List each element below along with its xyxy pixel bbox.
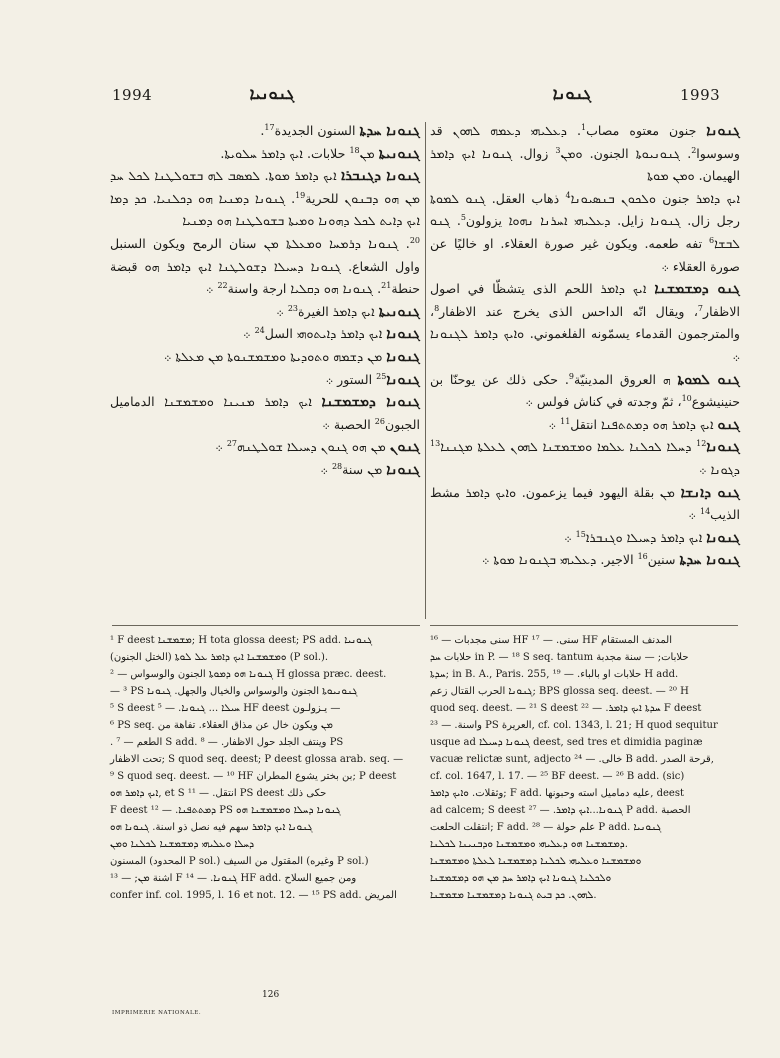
entry-text: . ܓܢܘܢܐ ܕܪܡܚܐ ܘܡܥܠܬܐ ܡܢ سنان الرمح ويكون السنبل واول الشعاع. ܓܢܘܢܐ ܕܚܝܠܐ ܕܫܘܠܛܢܐ ܐܝܟ ܕܐܡܪ ܗܘ قبضة حنطة bbox=[110, 235, 420, 297]
dictionary-entry bbox=[110, 120, 420, 143]
entry-text: الحصبة ܀ bbox=[322, 416, 375, 432]
entry-text: ܀ bbox=[276, 303, 288, 319]
dictionary-entry bbox=[110, 346, 420, 369]
footnote-line: ܐܝܟ ܕܐܡܪ ܗܘ, et S انتقل. — ¹¹ PS deest حكى ذلك bbox=[110, 788, 327, 799]
dictionary-entry bbox=[110, 143, 420, 166]
footnote-line: اشنة ܡܢ; — ¹³ F ܓܢܘܢܐ. — ¹⁴ HF add. ومن جميع السلاح bbox=[110, 873, 357, 884]
footnote-marker: 8 bbox=[434, 303, 440, 313]
footnote-line: تحت الاظفار; S quod seq. deest; P deest glossa arab. seq. — bbox=[110, 754, 404, 765]
footnote-line: ad calcem; S deest ܓܢܘܢܐ...ܐܝܟ ܕܐܡܪ. — ²⁷ P add. الحصبة bbox=[430, 805, 691, 816]
footnote-line: quod seq. deest. — ²¹ S deest ܚܕܬܐ ܐܝܟ ܕܐܡܪ. — ²² F deest bbox=[430, 703, 702, 714]
footnote-marker: 21 bbox=[381, 280, 392, 290]
footnote-marker: 17 bbox=[264, 122, 275, 132]
entry-text: ܕܓܘܢܐ ܀ bbox=[699, 461, 740, 477]
footnote-marker: 2 bbox=[691, 145, 697, 155]
footnote-marker: 4 bbox=[565, 190, 571, 200]
entry-text: ܡܢ بقلة اليهود فيما يزعمون. ܘܐܝܟ ܕܐܡܪ مشط الذيب bbox=[430, 484, 740, 523]
dictionary-entry bbox=[110, 165, 420, 233]
entry-text: ܗ العروق المدينيّة bbox=[573, 371, 678, 387]
footnote-marker: 9 bbox=[568, 371, 574, 381]
dictionary-entry bbox=[430, 369, 740, 414]
footnote-line: انتقلت الحلعت; F add. علم حولة — ²⁸ P add. ܓܢܘܢܝܐ bbox=[430, 822, 662, 833]
entry-text: ܀ bbox=[564, 529, 576, 545]
entry-text: زوال. ܓܢܘܢܐ ܐܝܟ ܕܐܡܪ الهيمان. ܘܡܢ ܡܘܬܐ bbox=[430, 145, 740, 184]
footnote-marker: 13 bbox=[430, 439, 441, 449]
entry-lemma: ܓܢܘܢܐ bbox=[386, 348, 420, 365]
entry-lemma: ܓܢܘܢܝܬܐ bbox=[378, 145, 420, 162]
entry-text: . حكى ذلك عن يوحنّا بن حنينيشوع bbox=[430, 371, 740, 410]
footnote-rule-left bbox=[112, 625, 420, 626]
entry-lemma: ܓܢܘܢܐ ܚܕܬܐ bbox=[359, 123, 420, 139]
dictionary-entry bbox=[430, 436, 740, 481]
footnote-marker: 6 bbox=[709, 235, 715, 245]
entry-lemma: ܓܢܘܢܐ bbox=[386, 326, 420, 343]
entry-lemma: ܓܢܘܢ bbox=[389, 439, 420, 456]
footnote-marker: 26 bbox=[374, 416, 385, 426]
entry-text: ܀ bbox=[320, 461, 332, 477]
footnote-marker: 22 bbox=[217, 280, 228, 290]
entry-lemma: ܓܢܘܢܐ bbox=[386, 371, 420, 388]
footnote-marker: 7 bbox=[697, 303, 703, 313]
entry-text: ، ثمّ وجدته في كناش فولس ܀ bbox=[525, 394, 682, 410]
entry-text: . bbox=[260, 123, 265, 138]
entry-text: ذهاب العقل. ܓܢܘ ܠܡܘܬܐ رجل زال. ܓܢܘܢܐ زايل. ܕܥܠܝܗܝ ܐܚܪܢܐ ܢܗܘܐ يزولون bbox=[430, 190, 740, 229]
footnote-marker: 14 bbox=[699, 506, 711, 516]
entry-lemma: ܓܢܘ ܕܐܢܫܐ bbox=[680, 484, 740, 501]
footnote-marker: 19 bbox=[295, 190, 306, 200]
footnote-line: usque ad ܓܢܘܢܐ ܕܚܝܠܐ deest, sed tres et dimidia paginæ bbox=[430, 737, 703, 748]
entry-text: . ܓܢܘܢܐ ܗܘ ܕܩܠܝܐ ارجة واسنة bbox=[227, 281, 382, 297]
entry-text: ܐܝܟ ܕܐܡܪ ܕܐܝܬܘܗܝ السل bbox=[264, 326, 387, 342]
entry-text: . ܓܢܘ ܠܒܫܐ bbox=[430, 213, 740, 251]
entry-text: حلابات. ܐܝܟ ܕܐܡܪ ܚܠܘܝܬܐ. bbox=[220, 145, 350, 161]
footnote-line: وثقلات. ܘܐܝܟ ܕܐܡܪ; F add. عليه دماميل استه وحبونها, deest bbox=[430, 788, 684, 799]
entry-text: . ܓܢܘܢܐ ܕܡܢܝܐ ܗܘ ܕܟܠܢܝܐ. ܟܕ ܕܡܐ ܐܝܟ ܕܐܝܬ ܠܟܠ ܕܗܘܢܐ ܘܡܝܬܐ ܒܫܘܠܛܢܐ ܗܘ ܕܡܢܝܐ bbox=[110, 190, 420, 229]
footnote-line: ܘܡܫܡܫܢܐ ܐܝܟ ܕܐܡܪ ܥܠ ܠܘܬܐ (الختل الجنون) (P sol.). bbox=[110, 652, 329, 663]
footnote-marker: 10 bbox=[681, 393, 692, 403]
dictionary-entry bbox=[430, 188, 740, 278]
right-column bbox=[430, 120, 740, 572]
footnote-marker: 25 bbox=[376, 371, 387, 381]
footnote-marker: 11 bbox=[560, 416, 571, 426]
footnote-marker: 23 bbox=[287, 303, 299, 313]
entry-text: ܕܚܠܐ ܠܟܠܢܐ ܥܠܡܐ ܘܡܫܡܫܢܐ ܠܗܘܢ ܠܥܠܬܐ ܡܓܢܢܐ bbox=[440, 439, 697, 455]
entry-text: ܐܝܟ ܕܐܡܪ ܡܘܬܐ. ܠܡܣܒ ܠܗ ܒܫܘܠܛܢܐ ܠܟܠ ܚܕ ܡܢ ܗܘ ܕܒܢܘܢ للحرية bbox=[110, 168, 420, 206]
footnote-line: ⁵ S deest ܚܝܠܐ ... ܓܢܘܢܐ. — ⁵ HF deest يـزولـون — bbox=[110, 703, 341, 714]
footnote-line: ܕܡܫܡܫܢܐ ܗܘ ܕܥܠܝܗܝ ܘܡܫܡܫܢܐ ܘܕܒܢܝܢܐ ܠܟܠܢܐ. bbox=[430, 839, 628, 850]
footnote-line: ܚܕܬܐ; in B. A., Paris. 255, حلابات او بالباء. — ¹⁹ H add. bbox=[430, 669, 679, 680]
entry-text: ܐܝܟ ܕܐܡܪ جنون ܘܠܟܘܢ ܒܢܣܝܘܢܐ bbox=[570, 190, 740, 206]
footnote-marker: 5 bbox=[460, 213, 466, 223]
footnote-line: confer inf. col. 1995, l. 16 et not. 12. — ¹⁵ PS add. المريض bbox=[110, 890, 397, 901]
entry-text: سنين bbox=[647, 552, 680, 568]
entry-text: ܡܢ سنة bbox=[342, 461, 387, 477]
footnote-line: واسنة. — ²³ PS العريرة, cf. col. 1343, l. 21; H quod sequitur bbox=[430, 720, 718, 731]
entry-text: ܐܝܟ ܕܐܡܪ ܗܘ ܕܡܬܬܦܢܐ انتقل bbox=[570, 416, 718, 432]
entry-text: الستور ܀ bbox=[325, 371, 377, 387]
entry-lemma: ܓܢܘܢܐ bbox=[386, 461, 420, 478]
footnote-line: . الطعم — ⁷ S add. وينتف الجلد حول الاظفار. — ⁸ PS bbox=[110, 737, 344, 748]
dictionary-entry bbox=[430, 414, 740, 437]
dictionary-entry bbox=[430, 278, 740, 368]
left-column bbox=[110, 120, 420, 482]
entry-lemma: ܓܢܘ bbox=[717, 416, 740, 433]
entry-text: ܡܢ ܕܫܡܗ ܘܬܘܕܝܬܐ ܘܡܫܡܫܢܘܬܐ ܡܢ ܡܥܠܬܐ ܀ bbox=[163, 348, 387, 364]
footnote-line: حلابات ܚܕ in P. — ¹⁸ S seq. tantum حلابات; — سنة مجدبة bbox=[430, 652, 689, 663]
footnote-marker: 16 bbox=[637, 552, 648, 562]
entry-text: . ܕܥܠܝܗܝ ܕܥܡܗ ܠܗܘܢ قد وسوسوا bbox=[430, 123, 740, 161]
entry-text: السنون الجديدة bbox=[274, 123, 360, 138]
running-head-right: ܓܢܘܢܐ bbox=[552, 84, 592, 103]
footnote-marker: 1 bbox=[580, 122, 587, 132]
footnote-line: ܘܡܫܡܫܢܐ ܘܥܠܝܗܝ ܠܟܠܢܐ ܕܡܫܡܫܢܐ ܠܥܠܬܐ ܘܡܫܡܫܢܐ bbox=[430, 856, 642, 867]
entry-lemma: ܓܢܘܢܐ bbox=[706, 439, 740, 456]
entry-lemma: ܓܢܘܢܝܬܐ bbox=[378, 303, 420, 320]
footnote-line: المسنون (المحدود P sol.) المقتول من السيف (وغيره P sol.) bbox=[110, 856, 369, 867]
footnote-rule-right bbox=[430, 625, 738, 626]
footnote-line: ¹ F deest ܡܫܡܫܢܐ; H tota glossa deest; PS add. ܓܢܘܢܝܐ bbox=[110, 635, 373, 646]
page-number-left: 1994 bbox=[112, 86, 153, 104]
entry-text: ܐܝܟ ܕܐܡܪ ܡܢܝܢܐ ܘܡܫܡܫܢܐ الدماميل الجبون bbox=[110, 394, 420, 432]
footnote-marker: 27 bbox=[226, 439, 238, 449]
dictionary-entry bbox=[110, 459, 420, 482]
footnote-line: ܠܗܘܢ. ܟܕ ܒܝܬ ܓܢܘܢܐ ܕܡܫܡܫܢܐ ܡܫܡܫܢܐ. bbox=[430, 890, 597, 901]
entry-text: ܡܢ ܗܘ ܓܢܘܢ ܕܚܝܠܐ ܫܘܠܛܢܗ bbox=[237, 439, 390, 455]
entry-lemma: ܓܢܘܢܐ bbox=[706, 123, 740, 139]
footnote-marker: 24 bbox=[254, 326, 265, 336]
footnote-line: vacuæ relictæ sunt, adjecto خالى. — ²⁴ B add. قرحة الصدر, bbox=[430, 754, 714, 765]
running-head-left: ܓܢܘܢܝܐ bbox=[249, 84, 295, 103]
footnote-marker: 15 bbox=[575, 529, 586, 539]
entry-text: ܐܝܟ ܕܐܡܪ الغيرة bbox=[298, 303, 379, 319]
right-footnotes bbox=[430, 632, 740, 904]
footnote-marker: 28 bbox=[331, 461, 343, 471]
entry-text: ܡܢ bbox=[359, 145, 379, 161]
footnote-line: سنى مجدبات — ¹⁶ HF سنى. — ¹⁷ HF المدنف المستقام bbox=[430, 635, 672, 646]
dictionary-entry bbox=[110, 436, 420, 459]
footnote-marker: 20 bbox=[409, 235, 420, 245]
entry-lemma: ܓܢܘܢܐ ܚܕܬܐ bbox=[679, 552, 740, 569]
footnote-line: ⁹ S quod seq. deest. — ¹⁰ HF بن بختر يشوع المطران; P deest bbox=[110, 771, 397, 782]
left-footnotes bbox=[110, 632, 420, 904]
entry-text: ܐܝܟ ܕܐܡܪ اللحم الذى يتشظّا في اصول الاظفار bbox=[430, 281, 740, 319]
dictionary-entry bbox=[430, 120, 740, 188]
dictionary-entry bbox=[110, 233, 420, 301]
entry-text: ܀ bbox=[205, 281, 218, 297]
entry-lemma: ܓܢܘܢܐ bbox=[706, 529, 740, 546]
entry-text: جنون معتوه مصاب bbox=[586, 123, 707, 138]
entry-text: ܀ bbox=[688, 507, 700, 523]
footnote-line: ⁶ PS seq. ܡܢ ويكون خال عن مذاق العقلاء. تفاهة من bbox=[110, 720, 333, 731]
entry-text: ܐܝܟ ܕܐܡܪ ܕܚܝܠܐ ܘܓܢܒܪܐ bbox=[585, 529, 707, 545]
column-divider bbox=[425, 122, 426, 619]
dictionary-entry bbox=[430, 549, 740, 572]
entry-text: ، ويقال انّه الداحس الذى يخرج عند الاظفار bbox=[439, 303, 698, 319]
footnote-line: ܓܢܘܢܐ ܗܘ ܕܡܘܬܐ الجنون والوسواس — ² H glossa præc. deest. bbox=[110, 669, 387, 680]
entry-lemma: ܓܢܘܢܐ ܕܓܢܒܪܐ bbox=[341, 168, 420, 185]
entry-text: ، والمترجمون القدماء يسمّونه الفلغموني. ܘܐܝܟ ܕܐܡܪ ܠܓܢܘܢܐ ܀ bbox=[430, 303, 740, 364]
entry-text: ܀ bbox=[243, 326, 255, 342]
page-number-right: 1993 bbox=[680, 86, 721, 104]
entry-lemma: ܓܢܘ ܕܡܫܡܫܢܐ bbox=[654, 281, 741, 298]
footnote-line: cf. col. 1647, l. 17. — ²⁵ BF deest. — ²⁶ B add. (sic) bbox=[430, 771, 685, 782]
entry-text: . ܓܢܘܢܝܘܬܐ الجنون. ܘܡܢ bbox=[560, 145, 692, 161]
entry-lemma: ܓܢܘܢܐ ܕܡܫܡܫܢܐ bbox=[321, 394, 420, 411]
footnote-line: ܓܢܘܢܐ ܐܝܟ ܕܐܡܪ سهم فيه نصل ذو اسنة. ܓܢܘܢܐ ܗܘ bbox=[110, 822, 313, 833]
imprint-line: IMPRIMERIE NATIONALE. bbox=[112, 1010, 202, 1016]
footnote-line: ܓܢܘܢܐ الحرب القتال زعم; BPS glossa seq. deest. — ²⁰ H bbox=[430, 686, 689, 697]
footnote-line: ܕܚܠܐ ܘܥܠܝܗܝ ܕܡܫܡܫܢܐ ܠܟܠܢܐ ܘܡܢ bbox=[110, 839, 255, 850]
footnote-marker: 18 bbox=[349, 145, 360, 155]
dictionary-entry bbox=[110, 323, 420, 346]
dictionary-entry bbox=[110, 301, 420, 324]
dictionary-entry bbox=[430, 527, 740, 550]
footnote-marker: 3 bbox=[555, 145, 561, 155]
footnote-line: — ³ PS ܓܢܘܢܝܘܬܐ الجنون والوسواس والخيال والجهل. ܓܢܘܢܐ bbox=[110, 686, 358, 697]
footnote-line: F deest ܕܡܬܬܦܢܐ. — ¹² PS ܓܢܘܢܐ ܕܚܠܐ ܘܡܫܡܫܢܐ ܗܘ bbox=[110, 805, 341, 816]
entry-lemma: ܓܢܘ ܠܡܘܬܐ bbox=[677, 371, 740, 388]
entry-text: ܀ bbox=[215, 439, 227, 455]
footnote-marker: 12 bbox=[696, 439, 707, 449]
signature-mark: 126 bbox=[262, 990, 280, 1000]
dictionary-entry bbox=[110, 391, 420, 436]
entry-text: ܀ bbox=[548, 416, 561, 432]
entry-text: الاجير. ܕܥܠܝܗܝ ܒܓܢܘܢܐ ܡܘܬܐ ܀ bbox=[481, 552, 638, 568]
footnote-line: ܘܠܟܠܢܐ ܓܢܘܢܐ ܐܝܟ ܕܐܡܪ ܚܕ ܡܢ ܗܘ ܕܡܫܡܫܢܐ bbox=[430, 873, 612, 884]
dictionary-entry bbox=[430, 482, 740, 527]
entry-text: تفه طعمه. ويكون غير صورة العقلاء. او خاليًا عن صورة العقلاء ܀ bbox=[430, 235, 740, 274]
dictionary-entry bbox=[110, 369, 420, 392]
